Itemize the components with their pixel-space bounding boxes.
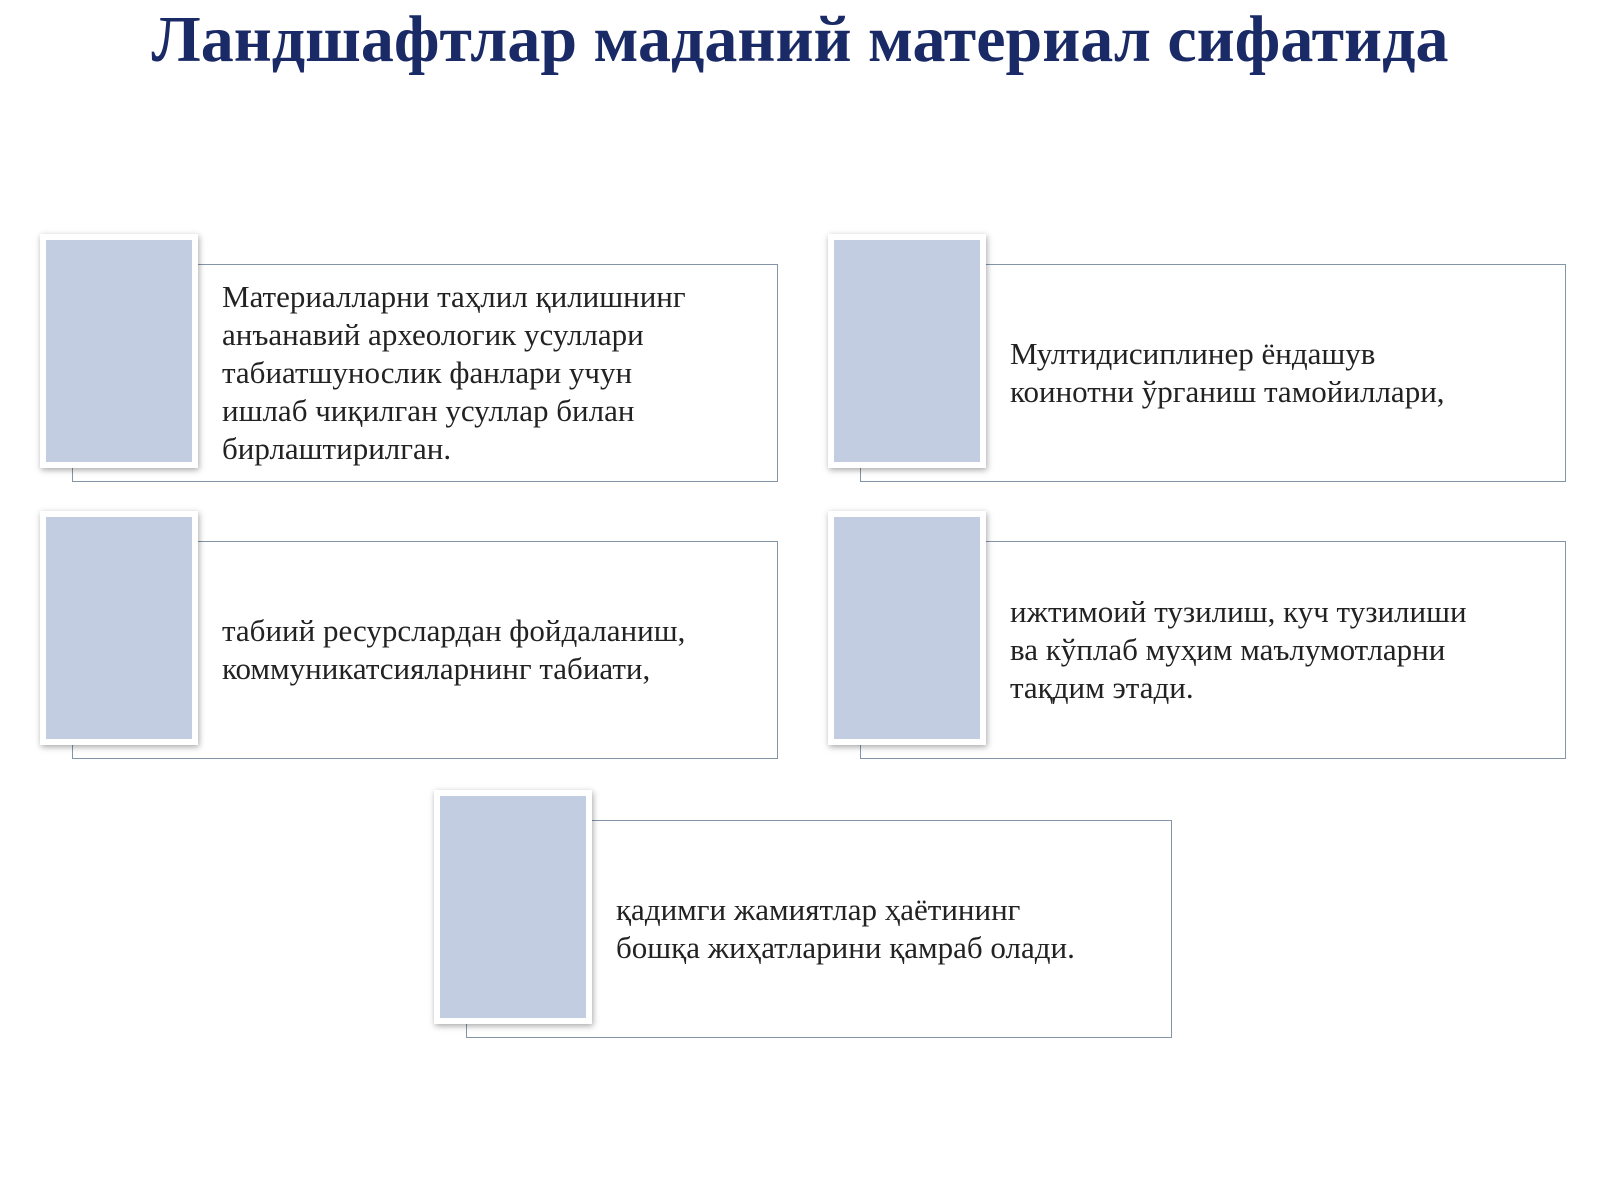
card-text: Мултидисиплинер ёндашув коинотни ўрганиш тамойиллари, — [1010, 336, 1445, 409]
card-social-structure — [828, 511, 1568, 763]
card-traditional-methods — [40, 234, 780, 486]
card-thumbnail — [40, 511, 198, 745]
card-multidisciplinary — [828, 234, 1568, 486]
card-text: табиий ресурслардан фойдаланиш, коммуникатсияларнинг табиати, — [222, 613, 686, 686]
card-ancient-societies — [434, 790, 1174, 1042]
card-thumbnail — [40, 234, 198, 468]
card-natural-resources — [40, 511, 780, 763]
card-thumbnail — [828, 511, 986, 745]
card-thumbnail — [434, 790, 592, 1024]
card-text: ижтимоий тузилиш, куч тузилиши ва кўплаб муҳим маълумотларни тақдим этади. — [1010, 594, 1467, 705]
card-text: қадимги жамиятлар ҳаётининг бошқа жиҳатларини қамраб олади. — [616, 892, 1075, 965]
slide-title: Ландшафтлар маданий материал сифатида — [151, 3, 1449, 76]
card-thumbnail — [828, 234, 986, 468]
card-text: Материалларни таҳлил қилишнинг анъанавий археологик усуллари табиатшунослик фанлари учун ишлаб чиқилган усуллар билан бирлаштирилган. — [222, 279, 686, 466]
